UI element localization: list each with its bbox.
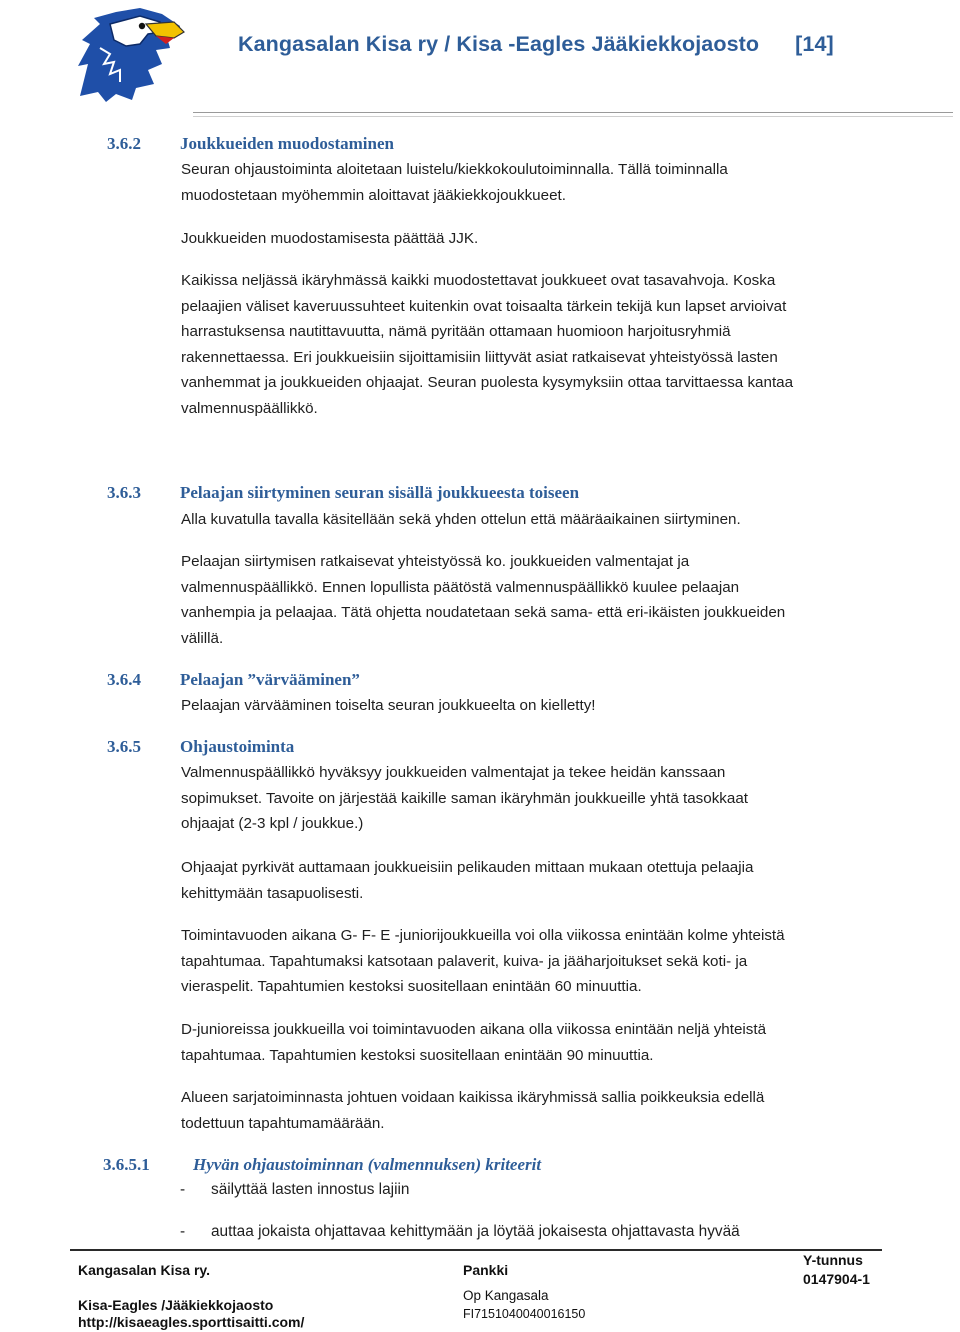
- list-bullet: -: [180, 1181, 186, 1198]
- section-number: 3.6.5: [107, 737, 141, 756]
- paragraph: [181, 1085, 881, 1136]
- footer-bank-label: Pankki: [463, 1262, 509, 1278]
- text-line: vieraspelit. Tapahtumien kestoksi suositellaan enintään 60 minuuttia.: [181, 978, 642, 995]
- text-line: tapahtumaa. Tapahtumaksi katsotaan palaverit, kuiva- ja jääharjoitukset sekä koti- ja: [181, 952, 748, 970]
- paragraph: [181, 226, 881, 252]
- header-title: Kangasalan Kisa ry / Kisa -Eagles Jääkiekkojaosto: [238, 32, 760, 56]
- text-line: Joukkueiden muodostamisesta päättää JJK.: [181, 230, 479, 247]
- text-line: Alueen sarjatoiminnasta johtuen voidaan kaikissa ikäryhmissä sallia poikkeuksia edellä: [181, 1089, 765, 1106]
- section-number: 3.6.2: [107, 134, 141, 153]
- paragraph: [181, 157, 881, 208]
- text-line: todettuun tapahtumamäärään.: [181, 1114, 385, 1132]
- paragraph: [181, 923, 881, 1000]
- eagle-logo: [70, 4, 190, 104]
- footer-section: Kisa-Eagles /Jääkiekkojaosto: [78, 1297, 274, 1313]
- footer-iban: FI7151040040016150: [463, 1307, 586, 1321]
- text-line: tapahtumaa. Tapahtumien kestoksi suositellaan enintään 90 minuuttia.: [181, 1046, 654, 1064]
- section-heading: Pelaajan ”värvääminen”: [180, 670, 360, 689]
- section-heading: Ohjaustoiminta: [180, 737, 295, 756]
- text-line: välillä.: [181, 629, 224, 647]
- text-line: Pelaajan siirtymisen ratkaisevat yhteistyössä ko. joukkueiden valmentajat ja: [181, 553, 690, 570]
- text-line: D-junioreissa joukkueilla voi toimintavuoden aikana olla viikossa enintään neljä yhteistä: [181, 1021, 767, 1038]
- document-header: [238, 32, 834, 57]
- text-line: Valmennuspäällikkö hyväksyy joukkueiden valmentajat ja tekee heidän kanssaan: [181, 764, 726, 781]
- text-line: ohjaajat (2-3 kpl / joukkue.): [181, 815, 364, 832]
- text-line: harrastuksensa nautittavuutta, nämä pyritään ottamaan huomioon harjoitusryhmiä: [181, 323, 731, 340]
- text-line: muodostetaan myöhemmin aloittavat jääkiekkojoukkueet.: [181, 186, 566, 204]
- text-line: rakennettaessa. Eri joukkueisiin sijoittamisiin liittyvät asiat ratkaisevat yhteistyössä lasten: [181, 348, 778, 366]
- section-number: 3.6.3: [107, 483, 141, 502]
- section-heading: Hyvän ohjaustoiminnan (valmennuksen) kriteerit: [193, 1155, 542, 1174]
- list-bullet: -: [180, 1223, 186, 1240]
- paragraph: [181, 1017, 881, 1068]
- footer-url[interactable]: http://kisaeagles.sporttisaitti.com/: [78, 1314, 305, 1330]
- text-line: Alla kuvatulla tavalla käsitellään sekä yhden ottelun että määräaikainen siirtyminen.: [181, 511, 741, 528]
- text-fragment: Koska: [728, 272, 776, 289]
- text-line: valmennuspäällikkö. Ennen lopullista päätöstä valmennuspäällikkö kuulee pelaajan: [181, 578, 740, 596]
- footer-rule: [70, 1249, 882, 1251]
- paragraph: [181, 760, 881, 837]
- text-line: Ohjaajat pyrkivät auttamaan joukkueisiin pelikauden mittaan mukaan otettuja pelaajia: [181, 859, 754, 876]
- text-line: Seuran ohjaustoiminta aloitetaan luistelu/kiekkokoulutoiminnalla. Tällä toiminnalla: [181, 161, 728, 178]
- text-line: kehittymään tasapuolisesti.: [181, 884, 364, 902]
- text-line: vanhemmat ja joukkueiden ohjaajat. Seuran puolesta kysymyksiin ottaa tarvittaessa kantaa: [181, 374, 794, 391]
- paragraph: [181, 549, 881, 651]
- text-line: pelaajien väliset kaveruussuhteet kuitenkin ovat toisaalta tärkein tekijä kun lapset arvioivat: [181, 297, 787, 315]
- text-line: valmennuspäällikkö.: [181, 399, 318, 417]
- page-number: [14]: [795, 32, 834, 56]
- footer-org: Kangasalan Kisa ry.: [78, 1262, 211, 1278]
- footer-bank-name: Op Kangasala: [463, 1288, 549, 1303]
- text-fragment: Kaikissa neljässä ikäryhmässä kaikki muodostettavat joukkueet ovat tasavahvoja.: [181, 272, 729, 289]
- section-number: 3.6.4: [107, 670, 141, 689]
- paragraph: [181, 855, 881, 906]
- text-line: Toimintavuoden aikana G- F- E -juniorijoukkueilla voi olla viikossa enintään kolme yhteistä: [181, 927, 785, 944]
- header-rule-secondary: [193, 116, 953, 117]
- text-line: vanhempia ja pelaajaa. Tätä ohjetta noudatetaan sekä sama- että eri-ikäisten joukkueiden: [181, 604, 786, 621]
- text-line: Pelaajan värvääminen toiselta seuran joukkueelta on kielletty!: [181, 697, 596, 714]
- list-item: auttaa jokaista ohjattavaa kehittymään ja löytää jokaisesta ohjattavasta hyvää: [211, 1223, 740, 1240]
- section-heading: Pelaajan siirtyminen seuran sisällä joukkueesta toiseen: [180, 483, 580, 502]
- paragraph: [181, 268, 881, 421]
- paragraph: [181, 507, 881, 533]
- header-rule: [193, 112, 953, 113]
- paragraph: [181, 693, 881, 719]
- section-heading: Joukkueiden muodostaminen: [180, 134, 394, 153]
- text-line: sopimukset. Tavoite on järjestää kaikille saman ikäryhmän joukkueille yhtä tasokkaat: [181, 789, 749, 807]
- footer-ytunnus: 0147904-1: [803, 1271, 870, 1287]
- section-number: 3.6.5.1: [103, 1155, 150, 1174]
- footer-ytunnus-label: Y-tunnus: [803, 1252, 863, 1268]
- list-item: säilyttää lasten innostus lajiin: [211, 1181, 410, 1198]
